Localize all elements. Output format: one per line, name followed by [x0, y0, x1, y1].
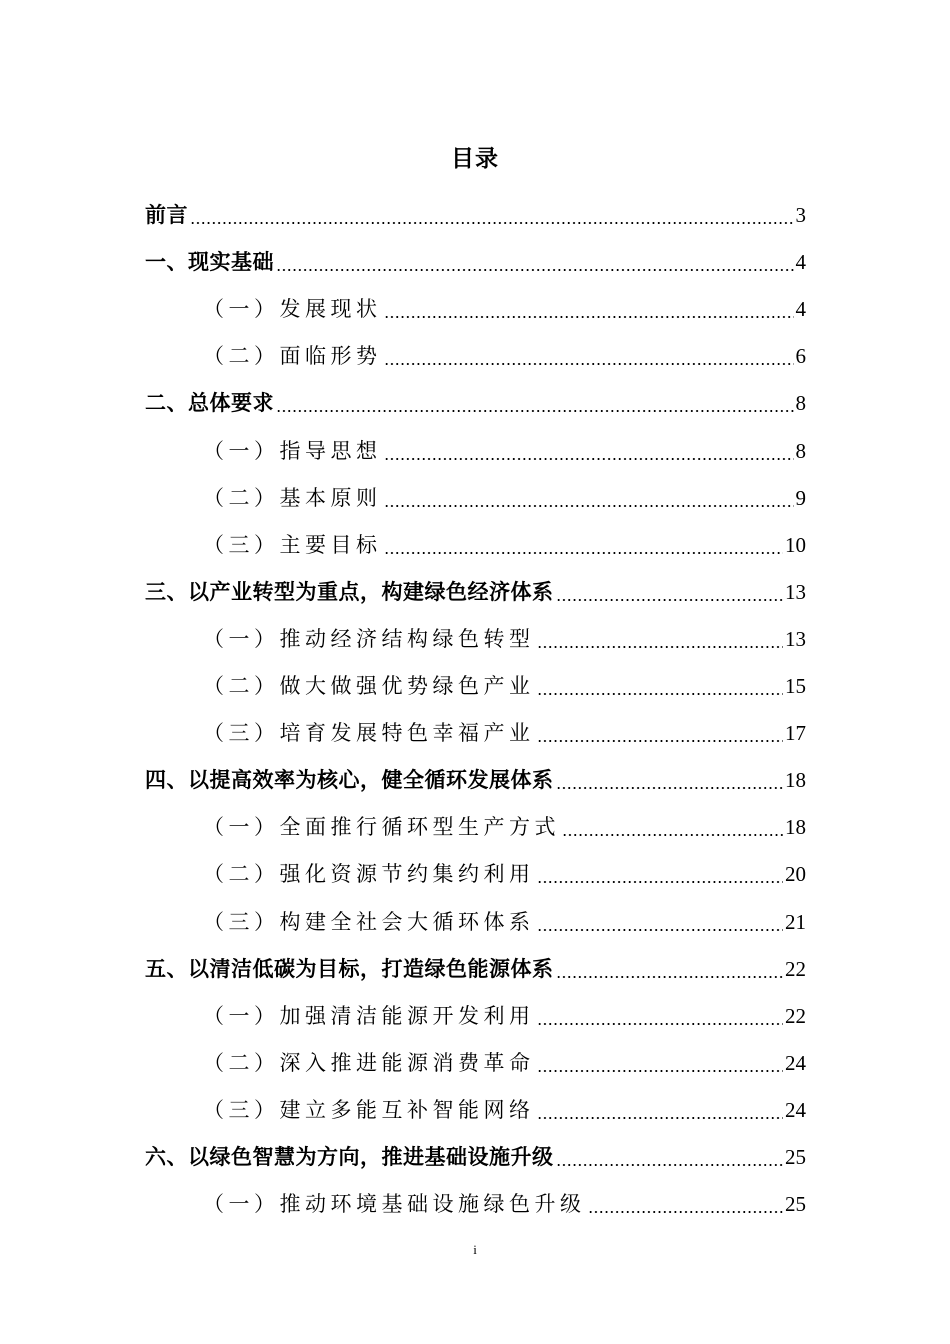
toc-subentry[interactable]: [203, 1182, 806, 1222]
toc-dot-leader: [537, 1117, 784, 1119]
toc-entry[interactable]: [145, 570, 806, 610]
toc-entry-page: 24: [785, 1050, 806, 1075]
toc-entry-label: 五、以清洁低碳为目标，打造绿色能源体系: [145, 956, 554, 981]
toc-entry-label: （一）加强清洁能源开发利用: [203, 1003, 535, 1028]
toc-entry-page: 20: [785, 862, 806, 887]
toc-entry-label: （二）面临形势: [203, 344, 382, 369]
toc-dot-leader: [556, 976, 784, 978]
toc-entry-page: 3: [795, 203, 806, 227]
toc-dot-leader: [384, 316, 794, 318]
toc-entry-label: 三、以产业转型为重点，构建绿色经济体系: [145, 579, 554, 604]
toc-subentry[interactable]: [203, 334, 806, 374]
toc-entry-label: 一、现实基础: [145, 250, 274, 275]
toc-entry-label: （一）全面推行循环型生产方式: [203, 815, 560, 840]
toc-subentry[interactable]: [203, 287, 806, 327]
toc-entry-label: （一）推动经济结构绿色转型: [203, 626, 535, 651]
toc-subentry[interactable]: [203, 617, 806, 657]
toc-entry-label: 六、以绿色智慧为方向，推进基础设施升级: [145, 1145, 554, 1169]
toc-entry-page: 21: [785, 909, 806, 934]
toc-entry-label: （一）发展现状: [203, 297, 382, 322]
toc-entry-page: 8: [795, 391, 806, 416]
toc-entry-label: 四、以提高效率为核心，健全循环发展体系: [145, 768, 554, 793]
toc-entry-page: 18: [785, 815, 806, 840]
toc-entry-page: 18: [785, 768, 806, 793]
toc-entry-label: （一）指导思想: [203, 438, 382, 463]
toc-subentry[interactable]: [203, 1088, 806, 1128]
toc-subentry[interactable]: [203, 476, 806, 516]
toc-subentry[interactable]: [203, 805, 806, 845]
toc-entry-page: 6: [795, 344, 806, 369]
toc-dot-leader: [537, 646, 784, 648]
toc-subentry[interactable]: [203, 994, 806, 1034]
toc-entry[interactable]: [145, 193, 806, 233]
toc-subentry[interactable]: [203, 1041, 806, 1081]
toc-entry-page: 10: [785, 532, 806, 557]
toc-entry-label: （二）做大做强优势绿色产业: [203, 674, 535, 698]
toc-dot-leader: [537, 693, 784, 695]
toc-subentry[interactable]: [203, 900, 806, 940]
toc-dot-leader: [384, 458, 794, 460]
toc-dot-leader: [384, 552, 784, 554]
toc-dot-leader: [562, 834, 783, 836]
toc-dot-leader: [537, 740, 784, 742]
toc-entry-page: 22: [785, 1003, 806, 1028]
toc-entry-label: （二）深入推进能源消费革命: [203, 1050, 535, 1075]
toc-subentry[interactable]: [203, 664, 806, 704]
toc-entry-page: 25: [785, 1192, 806, 1217]
toc-dot-leader: [276, 269, 794, 271]
toc-entry-label: （二）强化资源节约集约利用: [203, 862, 535, 887]
toc-dot-leader: [537, 1070, 784, 1072]
toc-entry-label: 二、总体要求: [145, 391, 274, 416]
toc-subentry[interactable]: [203, 852, 806, 892]
toc-entry-page: 22: [785, 956, 806, 981]
toc-dot-leader: [537, 1023, 784, 1025]
toc-entry[interactable]: [145, 1135, 806, 1175]
toc-dot-leader: [537, 881, 784, 883]
toc-entry-page: 4: [795, 297, 806, 322]
toc-entry-page: 13: [785, 626, 806, 651]
toc-entry-page: 24: [785, 1097, 806, 1122]
toc-dot-leader: [384, 505, 794, 507]
toc-subentry[interactable]: [203, 711, 806, 751]
toc-dot-leader: [556, 787, 784, 789]
toc-entry-label: （三）建立多能互补智能网络: [203, 1097, 535, 1122]
toc-dot-leader: [384, 363, 794, 365]
toc-entry-label: （三）培育发展特色幸福产业: [203, 721, 535, 746]
toc-entry-page: 9: [795, 485, 806, 510]
toc-dot-leader: [556, 1164, 784, 1166]
toc-entry-page: 25: [785, 1145, 806, 1169]
toc-entry[interactable]: [145, 758, 806, 798]
toc-dot-leader: [537, 929, 784, 931]
toc-entry-label: （一）推动环境基础设施绿色升级: [203, 1192, 586, 1217]
toc-entry-label: （三）构建全社会大循环体系: [203, 909, 535, 934]
toc-entry[interactable]: [145, 947, 806, 987]
toc-dot-leader: [276, 410, 794, 412]
toc-subentry[interactable]: [203, 429, 806, 469]
page-number: i: [473, 1242, 477, 1257]
toc-entry-label: （二）基本原则: [203, 485, 382, 510]
toc-entry-page: 4: [795, 250, 806, 275]
toc-dot-leader: [556, 599, 784, 601]
toc-entry-label: 前言: [145, 203, 188, 227]
toc-subentry[interactable]: [203, 523, 806, 563]
toc-dot-leader: [588, 1211, 784, 1213]
toc-entry-page: 13: [785, 579, 806, 604]
toc-entry-page: 15: [785, 674, 806, 698]
toc-entry-page: 8: [795, 438, 806, 463]
toc-title: 目录: [451, 146, 499, 172]
toc-dot-leader: [190, 222, 794, 224]
toc-entry[interactable]: [145, 240, 806, 280]
toc-entry[interactable]: [145, 381, 806, 421]
toc-entry-label: （三）主要目标: [203, 532, 382, 557]
toc-entry-page: 17: [785, 721, 806, 746]
